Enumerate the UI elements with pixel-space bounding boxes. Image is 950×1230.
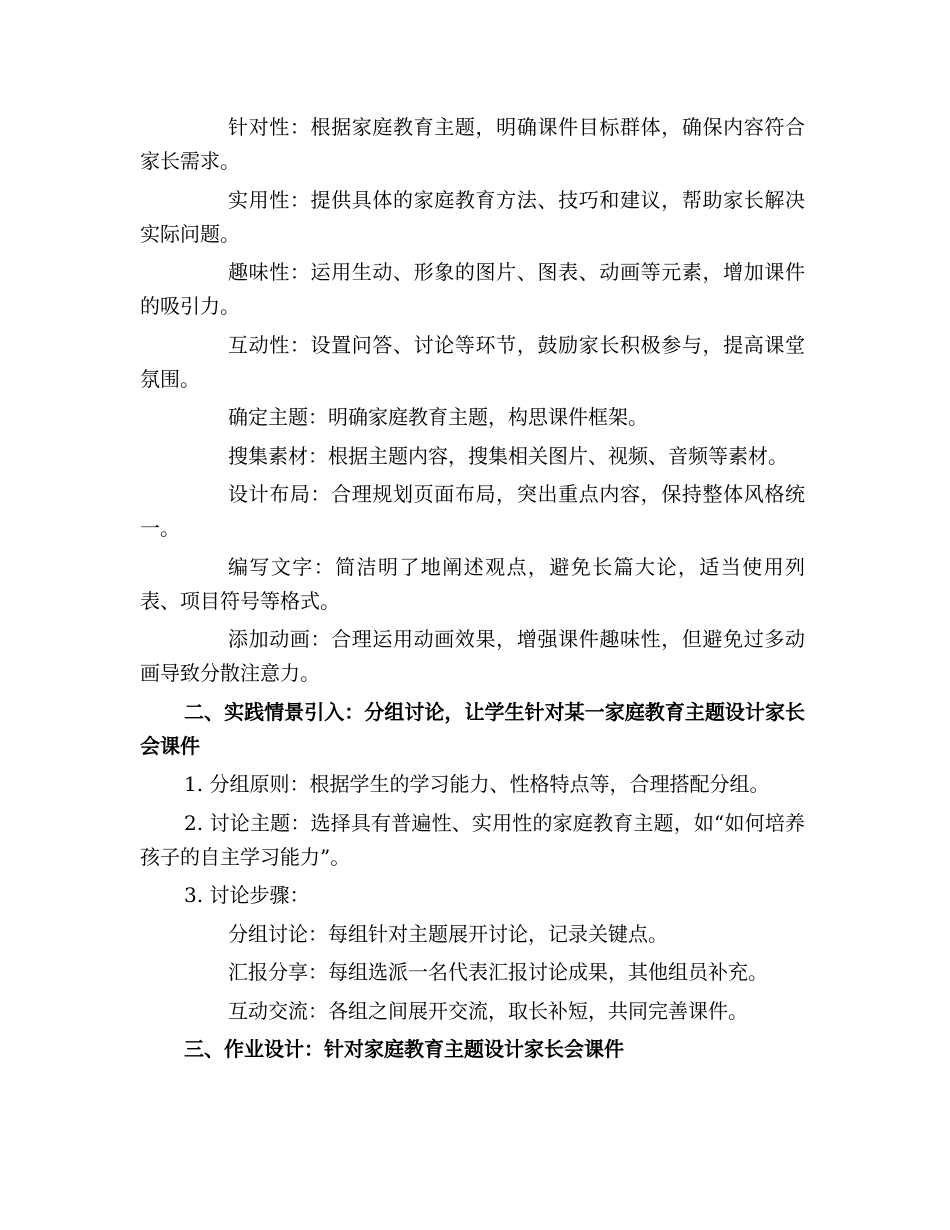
paragraph-define-theme: 确定主题：明确家庭教育主题，构思课件框架。 [228,405,648,429]
paragraph-add-animation: 添加动画：合理运用动画效果，增强课件趣味性，但避免过多动画导致分散注意力。 [140,627,805,685]
step-report-share: 汇报分享：每组选派一名代表汇报讨论成果，其他组员补充。 [228,960,768,984]
document-body [140,110,805,1071]
numbered-item-2: 2. 讨论主题：选择具有普遍性、实用性的家庭教育主题，如“如何培养孩子的自主学习能力”。 [140,810,805,869]
numbered-item-3: 3. 讨论步骤： [184,883,310,907]
paragraph-practicality: 实用性：提供具体的家庭教育方法、技巧和建议，帮助家长解决实际问题。 [140,187,805,246]
numbered-item-1: 1. 分组原则：根据学生的学习能力、性格特点等，合理搭配分组。 [184,772,770,796]
step-interactive-exchange: 互动交流：各组之间展开交流，取长补短，共同完善课件。 [228,998,748,1023]
section-heading-2: 二、实践情景引入：分组讨论，让学生针对某一家庭教育主题设计家长会课件 [140,699,805,758]
paragraph-interest: 趣味性：运用生动、形象的图片、图表、动画等元素，增加课件的吸引力。 [140,260,805,318]
section-heading-3: 三、作业设计：针对家庭教育主题设计家长会课件 [184,1037,624,1061]
paragraph-interactivity: 互动性：设置问答、讨论等环节，鼓励家长积极参与，提高课堂氛围。 [140,332,805,391]
step-group-discussion: 分组讨论：每组针对主题展开讨论，记录关键点。 [228,921,668,946]
paragraph-collect-materials: 搜集素材：根据主题内容，搜集相关图片、视频、音频等素材。 [228,443,788,468]
paragraph-design-layout: 设计布局：合理规划页面布局，突出重点内容，保持整体风格统一。 [140,482,805,540]
paragraph-write-text: 编写文字：简洁明了地阐述观点，避免长篇大论，适当使用列表、项目符号等格式。 [140,554,805,613]
paragraph-targeting: 针对性：根据家庭教育主题，明确课件目标群体，确保内容符合家长需求。 [140,115,805,173]
